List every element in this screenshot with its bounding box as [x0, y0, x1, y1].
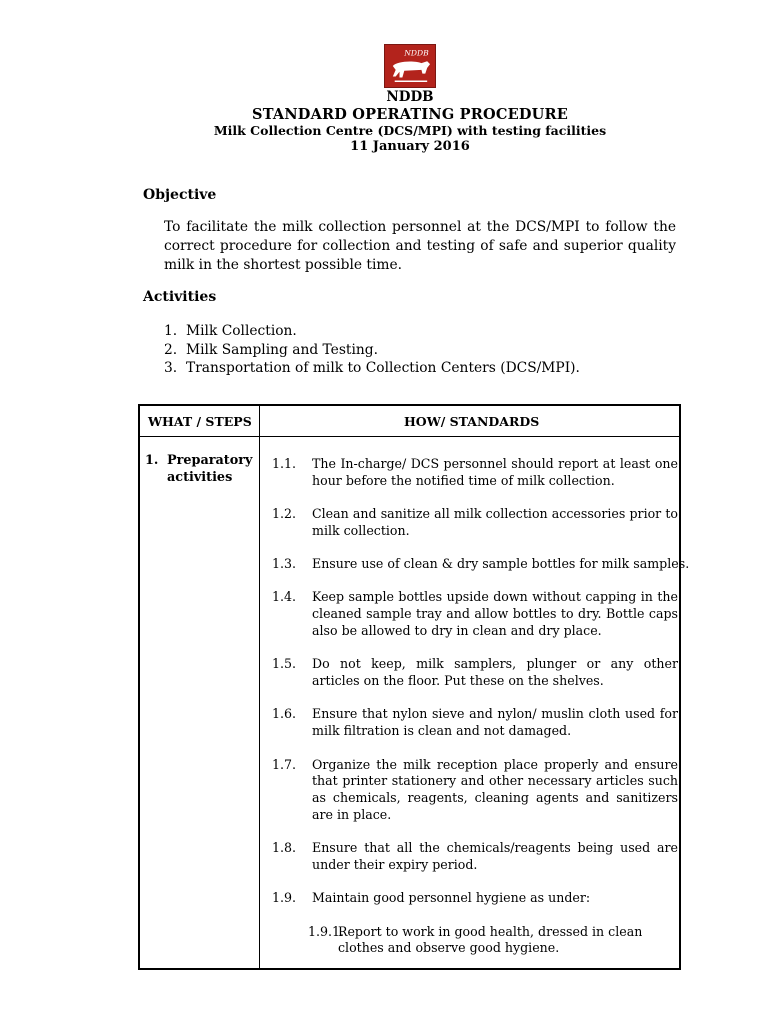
- activities-heading: Activities: [143, 289, 217, 305]
- table-row: 1.2. Clean and sanitize all milk collection accessories prior to milk collection.: [272, 506, 678, 538]
- table-row: 1.5. Do not keep, milk samplers, plunger or any other articles on the floor. Put these on the shelves.: [272, 656, 678, 689]
- activities-list: [164, 322, 580, 378]
- table-row: 1.6. Ensure that nylon sieve and nylon/ muslin cloth used for milk filtration is clean and not damaged.: [272, 706, 678, 739]
- list-item: 3. Transportation of milk to Collection Centers (DCS/MPI).: [164, 360, 580, 377]
- column-divider: [259, 406, 260, 968]
- table-row: 1.4. Keep sample bottles upside down without capping in the cleaned sample tray and allow bottles to dry. Bottle caps also be allowed to dry in clean and dry place.: [272, 589, 678, 639]
- org-name: NDDB: [386, 89, 434, 105]
- column-header-what: WHAT / STEPS: [148, 414, 252, 429]
- document-date: 11 January 2016: [350, 139, 470, 154]
- table-row: 1.3. Ensure use of clean & dry sample bottles for milk samples.: [272, 556, 690, 572]
- logo-wordmark: NDDB: [404, 48, 429, 58]
- nddb-logo: [384, 44, 436, 88]
- step-label: 1. Preparatory activities: [145, 453, 253, 485]
- column-header-how: HOW/ STANDARDS: [404, 414, 540, 429]
- list-item: 1. Milk Collection.: [164, 323, 297, 339]
- header-divider: [140, 436, 679, 437]
- objective-heading: Objective: [143, 187, 217, 203]
- table-row: 1.9. Maintain good personnel hygiene as under:: [272, 890, 591, 906]
- list-item: 2. Milk Sampling and Testing.: [164, 341, 378, 358]
- document-title: STANDARD OPERATING PROCEDURE: [252, 106, 568, 123]
- table-row: 1.1. The In-charge/ DCS personnel should report at least one hour before the notified time of milk collection.: [272, 456, 678, 488]
- objective-text: To facilitate the milk collection personnel at the DCS/MPI to follow the correct procedure for collection and testing of safe and superior quality milk in the shortest possible time.: [164, 219, 676, 273]
- table-sub-row: 1.9.1. Report to work in good health, dressed in clean clothes and observe good hygiene.: [308, 923, 643, 956]
- table-row: 1.7. Organize the milk reception place properly and ensure that printer stationery and other necessary articles such as chemicals, reagents, cleaning agents and sanitizers are in place.: [272, 756, 678, 822]
- table-row: 1.8. Ensure that all the chemicals/reagents being used are under their expiry period.: [272, 840, 678, 873]
- standards-list: [272, 456, 690, 957]
- document-subtitle: Milk Collection Centre (DCS/MPI) with testing facilities: [213, 123, 607, 138]
- sop-table: [138, 404, 690, 970]
- cow-icon: [385, 45, 435, 87]
